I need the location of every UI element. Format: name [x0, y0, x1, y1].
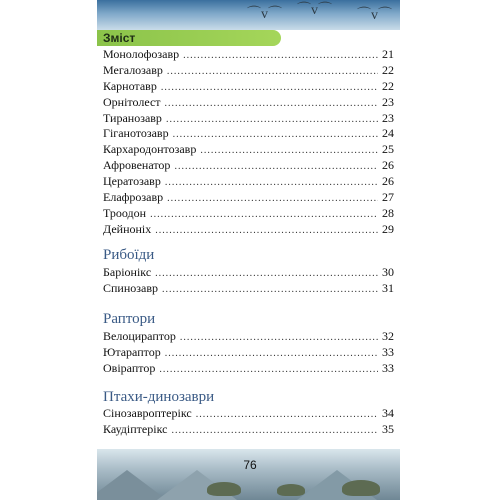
- toc-entry[interactable]: [103, 158, 394, 174]
- toc-entry[interactable]: [103, 222, 394, 238]
- entry-name: Овіраптор: [103, 360, 156, 375]
- entry-name: Цератозавр: [103, 174, 161, 189]
- entry-page: 24: [382, 126, 394, 141]
- leader-dots: [155, 268, 378, 279]
- entry-name: Дейноніх: [103, 221, 152, 236]
- section-heading: Птахи-динозаври: [103, 389, 215, 405]
- entry-name: Спинозавр: [103, 280, 159, 295]
- pterosaur-icon: ⌒v⌒: [357, 8, 392, 23]
- leader-dots: [150, 209, 378, 220]
- entry-page: 23: [382, 94, 394, 109]
- entry-name: Елафрозавр: [103, 190, 164, 205]
- toc-group-main: [103, 47, 394, 238]
- toc-entry[interactable]: [103, 361, 394, 377]
- leader-dots: [165, 98, 378, 109]
- entry-page: 22: [382, 62, 394, 77]
- section-heading: Рибоїди: [103, 247, 155, 263]
- entry-page: 34: [382, 406, 394, 420]
- leader-dots: [162, 284, 378, 295]
- toc-entry[interactable]: [103, 174, 394, 190]
- leader-dots: [173, 129, 378, 140]
- toc-entry[interactable]: [103, 206, 394, 222]
- toc-entry[interactable]: [103, 95, 394, 111]
- entry-name: Тиранозавр: [103, 110, 162, 125]
- leader-dots: [167, 66, 378, 77]
- entry-page: 26: [382, 174, 394, 189]
- toc-entry[interactable]: [103, 406, 394, 422]
- entry-name: Кархародонтозавр: [103, 142, 197, 157]
- entry-page: 25: [382, 142, 394, 157]
- toc-entry[interactable]: [103, 47, 394, 63]
- entry-name: Баріонікс: [103, 265, 152, 279]
- leader-dots: [174, 161, 378, 172]
- leader-dots: [159, 364, 378, 375]
- leader-dots: [155, 225, 378, 236]
- entry-page: 27: [382, 190, 394, 205]
- entry-page: 33: [382, 344, 394, 359]
- entry-name: Ютараптор: [103, 344, 161, 359]
- toc-entry[interactable]: [103, 79, 394, 95]
- entry-page: 22: [382, 78, 394, 93]
- entry-name: Афровенатор: [103, 158, 171, 173]
- entry-name: Монолофозавр: [103, 47, 180, 61]
- entry-name: Сінозавроптерікс: [103, 406, 192, 420]
- entry-page: 31: [382, 280, 394, 295]
- leader-dots: [161, 82, 378, 93]
- toc-entry[interactable]: [103, 111, 394, 127]
- top-illustration: [97, 0, 400, 30]
- leader-dots: [180, 332, 378, 343]
- entry-page: 35: [382, 421, 394, 436]
- entry-page: 26: [382, 158, 394, 173]
- entry-page: 30: [382, 265, 394, 279]
- entry-name: Карнотавр: [103, 78, 157, 93]
- toc-entry[interactable]: [103, 422, 394, 438]
- leader-dots: [165, 348, 378, 359]
- leader-dots: [171, 425, 378, 436]
- leader-dots: [200, 145, 378, 156]
- entry-page: 21: [382, 47, 394, 61]
- toc-entry[interactable]: [103, 265, 394, 281]
- toc-entry[interactable]: [103, 329, 394, 345]
- dinosaur-icon: [277, 484, 305, 496]
- toc-group-raptors: [103, 329, 394, 377]
- toc-entry[interactable]: [103, 63, 394, 79]
- entry-page: 29: [382, 221, 394, 236]
- toc-entry[interactable]: [103, 126, 394, 142]
- dinosaur-icon: [342, 480, 380, 496]
- toc-group-bird-dinosaurs: [103, 406, 394, 438]
- pterosaur-icon: ⌒v⌒: [247, 7, 282, 22]
- entry-name: Гіганотозавр: [103, 126, 169, 141]
- dinosaur-icon: [207, 482, 241, 496]
- entry-page: 23: [382, 110, 394, 125]
- entry-page: 33: [382, 360, 394, 375]
- toc-group-spinosaurids: [103, 265, 394, 297]
- leader-dots: [183, 50, 378, 61]
- entry-name: Троодон: [103, 205, 147, 220]
- leader-dots: [166, 114, 378, 125]
- pterosaur-icon: ⌒v⌒: [297, 3, 332, 18]
- entry-name: Орнітолест: [103, 94, 161, 109]
- toc-entry[interactable]: [103, 190, 394, 206]
- toc-entry[interactable]: [103, 142, 394, 158]
- leader-dots: [165, 177, 378, 188]
- bottom-illustration: [97, 449, 400, 500]
- entry-page: 32: [382, 329, 394, 343]
- section-heading: Раптори: [103, 311, 156, 327]
- toc-entry[interactable]: [103, 281, 394, 297]
- entry-name: Мегалозавр: [103, 62, 163, 77]
- toc-entry[interactable]: [103, 345, 394, 361]
- page-number: 76: [243, 458, 257, 472]
- leader-dots: [196, 409, 378, 420]
- contents-title: Зміст: [97, 30, 281, 46]
- entry-name: Велоцираптор: [103, 329, 176, 343]
- entry-page: 28: [382, 205, 394, 220]
- entry-name: Каудіптерікс: [103, 421, 168, 436]
- leader-dots: [167, 193, 378, 204]
